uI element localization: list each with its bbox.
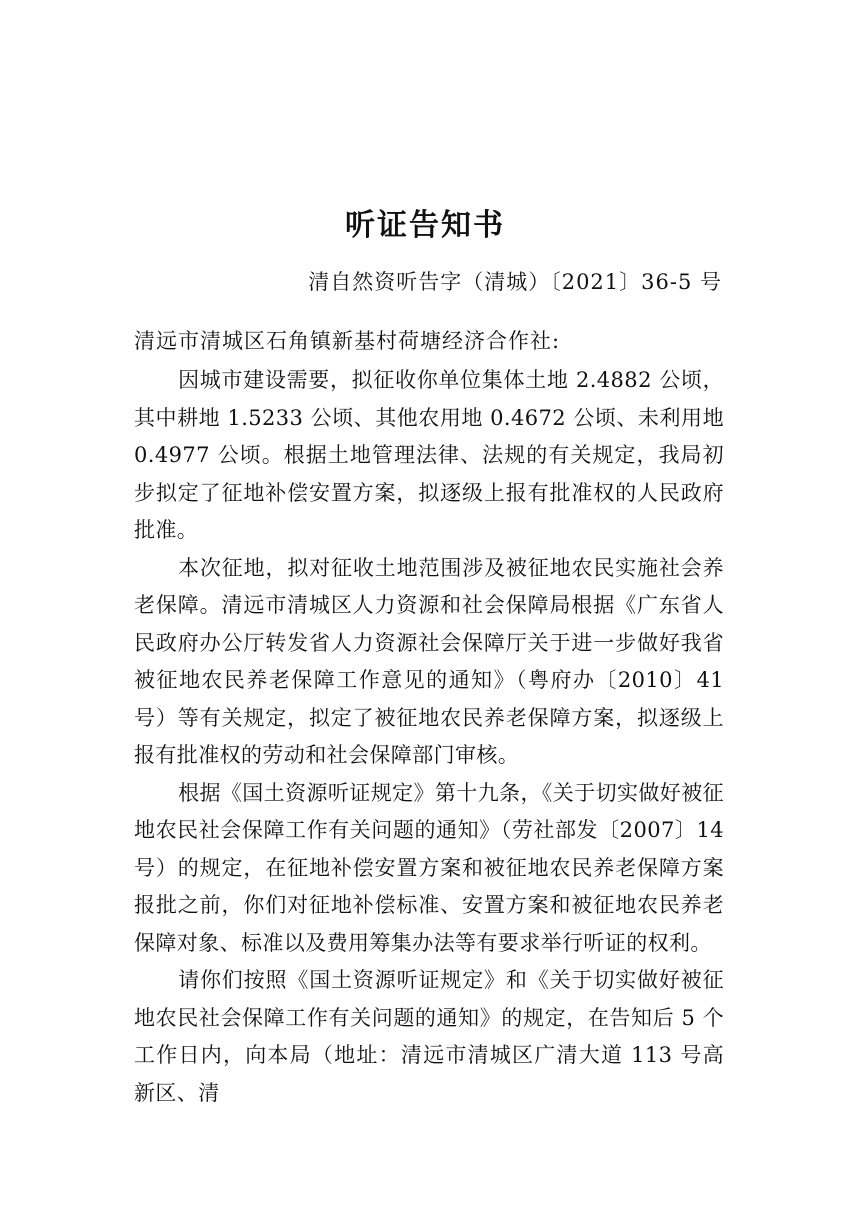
paragraph-3: 根据《国土资源听证规定》第十九条，《关于切实做好被征地农民社会保障工作有关问题的通知》（劳社部发〔2007〕14 号）的规定，在征地补偿安置方案和被征地农民养老保障方案报批之前，你们对征地补偿标准、安置方案和被征地农民养老保障对象、标准以及费用筹集办法等有要求举行听证的权利。: [134, 780, 724, 955]
paragraph-4: 请你们按照《国土资源听证规定》和《关于切实做好被征地农民社会保障工作有关问题的通知》的规定，在告知后 5 个工作日内，向本局（地址：清远市清城区广清大道 113 号高新区、清: [134, 968, 724, 1105]
document-number: 清自然资听告字（清城）〔2021〕36-5 号: [308, 270, 722, 294]
document-title: 听证告知书: [345, 208, 505, 243]
recipient-line: 清远市清城区石角镇新基村荷塘经济合作社:: [134, 329, 561, 353]
paragraph-1: 因城市建设需要，拟征收你单位集体土地 2.4882 公顷，其中耕地 1.5233 公顷、其他农用地 0.4672 公顷、未利用地 0.4977 公顷。根据土地管理法律、法规的有关规定，我局初步拟定了征地补偿安置方案，拟逐级上报有批准权的人民政府批准。: [134, 368, 724, 542]
paragraph-2: 本次征地，拟对征收土地范围涉及被征地农民实施社会养老保障。清远市清城区人力资源和社会保障局根据《广东省人民政府办公厅转发省人力资源社会保障厅关于进一步做好我省被征地农民养老保障工作意见的通知》（粤府办〔2010〕41 号）等有关规定，拟定了被征地农民养老保障方案，拟逐级上报有批准权的劳动和社会保障部门审核。: [134, 555, 724, 767]
document-body: [134, 362, 724, 1112]
